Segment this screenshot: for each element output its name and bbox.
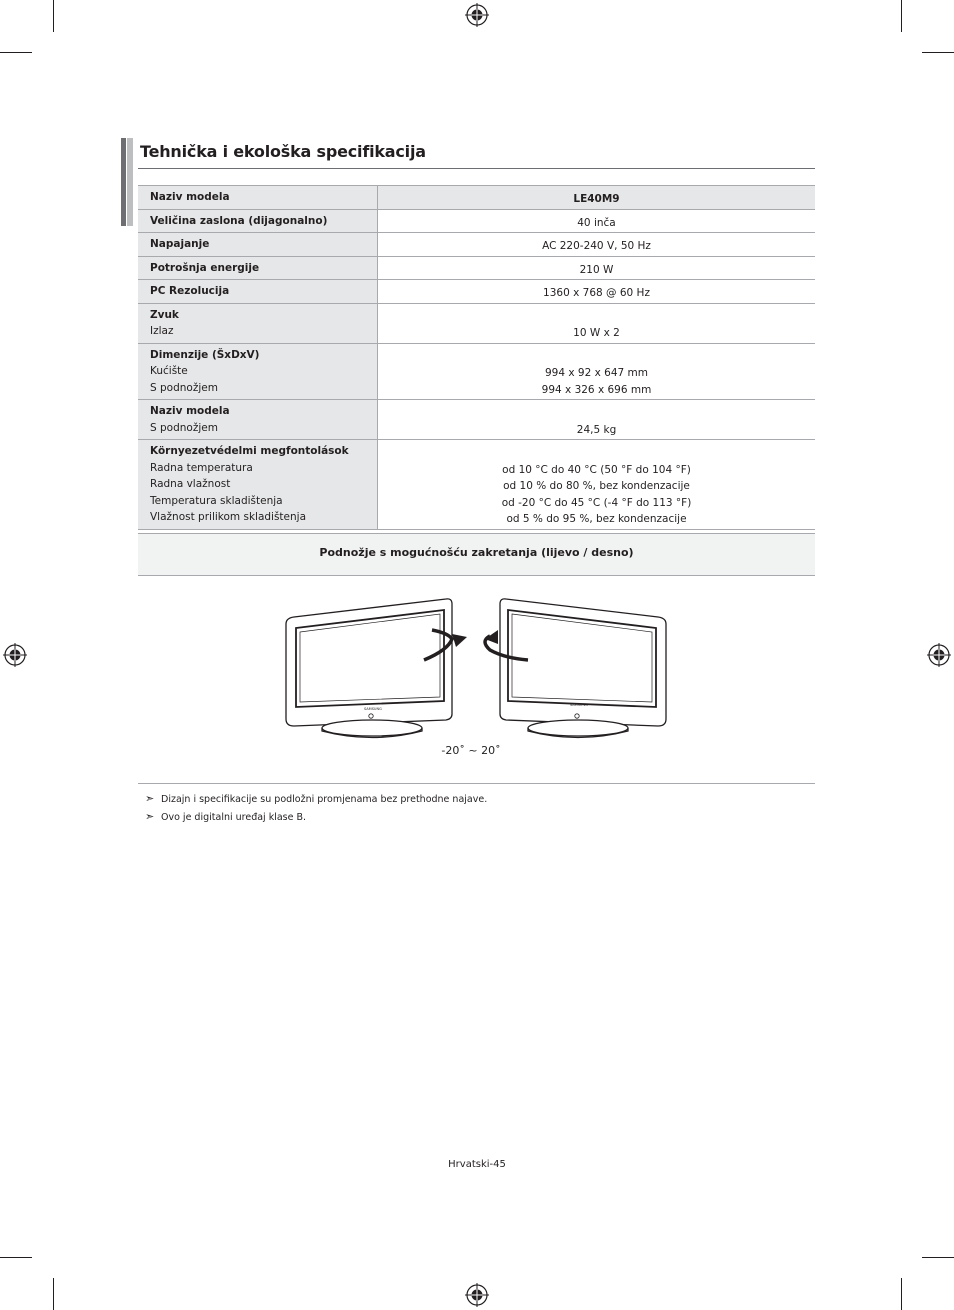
spec-label-cell [138, 440, 378, 530]
crop-mark [0, 52, 32, 53]
note-text: Dizajn i specifikacije su podložni promjenama bez prethodne najave. [161, 794, 488, 805]
registration-mark-icon [3, 643, 27, 667]
spec-row [138, 400, 815, 440]
spec-value: od 10 °C do 40 °C (50 °F do 104 °F) [502, 463, 691, 476]
spec-label-cell [138, 186, 378, 210]
registration-mark-icon [927, 643, 951, 667]
spec-label: Dimenzije (ŠxDxV) [150, 348, 260, 361]
spec-sublabel: Vlažnost prilikom skladištenja [150, 511, 307, 523]
spec-row [138, 280, 815, 304]
stand-section-header [138, 533, 815, 576]
note-text: Ovo je digitalni uređaj klase B. [161, 812, 307, 823]
spec-value: LE40M9 [573, 193, 620, 205]
spec-value-cell [378, 209, 816, 233]
spec-label: Naziv modela [150, 405, 230, 417]
crop-mark [922, 1257, 954, 1258]
spec-label-cell [138, 280, 378, 304]
spec-table [138, 185, 815, 530]
tv-left [286, 599, 452, 738]
spec-value-cell [378, 280, 816, 304]
spec-sublabel: Radna temperatura [150, 461, 253, 474]
spec-label: Zvuk [150, 308, 179, 321]
spec-label: Naziv modela [150, 191, 230, 203]
brand-mark: SAMSUNG [570, 703, 588, 707]
spec-row [138, 440, 815, 530]
spec-row [138, 256, 815, 280]
notes-divider [138, 783, 815, 784]
spec-value: 994 x 92 x 647 mm [544, 367, 649, 379]
spec-row [138, 209, 815, 233]
registration-mark-icon [465, 3, 489, 27]
spec-label: Veličina zaslona (dijagonalno) [150, 214, 328, 227]
title-divider [138, 168, 815, 169]
crop-mark [901, 1278, 902, 1310]
arrow-pointer-icon: ➣ [145, 792, 155, 805]
page-title: Tehnička i ekološka specifikacija [140, 142, 426, 161]
crop-mark [53, 0, 54, 32]
spec-label: PC Rezolucija [150, 285, 230, 297]
spec-sublabel: S podnožjem [150, 421, 218, 434]
spec-label: Potrošnja energije [150, 261, 260, 274]
spec-row [138, 303, 815, 343]
spec-value: 10 W x 2 [573, 327, 620, 339]
spec-value: od -20 °C do 45 °C (-4 °F do 113 °F) [501, 496, 692, 509]
brand-mark: SAMSUNG [364, 707, 382, 711]
spec-label: Napajanje [150, 238, 210, 250]
spec-value: 994 x 326 x 696 mm [541, 383, 652, 396]
spec-value: 210 W [579, 263, 614, 276]
spec-row [138, 343, 815, 400]
spec-value-cell [378, 400, 816, 440]
spec-label-cell [138, 256, 378, 280]
stand-section-title: Podnožje s mogućnošću zakretanja (lijevo / desno) [319, 546, 634, 559]
crop-mark [0, 1257, 32, 1258]
spec-sublabel: Izlaz [150, 325, 174, 337]
spec-sublabel: S podnožjem [150, 381, 218, 394]
crop-mark [53, 1278, 54, 1310]
arrow-pointer-icon: ➣ [145, 810, 155, 823]
crop-mark [901, 0, 902, 32]
spec-value-cell [378, 186, 816, 210]
spec-label: Környezetvédelmi megfontolások [150, 445, 349, 457]
note-item [145, 810, 306, 823]
spec-row [138, 233, 815, 257]
spec-label-cell [138, 209, 378, 233]
spec-label-cell [138, 233, 378, 257]
section-side-bar [121, 138, 126, 226]
spec-sublabel: Temperatura skladištenja [150, 494, 283, 507]
spec-sublabel: Radna vlažnost [150, 478, 231, 490]
arrowhead-icon [452, 634, 467, 647]
spec-value: AC 220-240 V, 50 Hz [542, 240, 651, 252]
registration-mark-icon [465, 1283, 489, 1307]
swivel-angle-label: -20˚ ~ 20˚ [441, 744, 501, 757]
spec-value-cell [378, 233, 816, 257]
spec-value: od 10 % do 80 %, bez kondenzacije [503, 480, 690, 492]
spec-label-cell [138, 303, 378, 343]
page-footer: Hrvatski-45 [448, 1159, 506, 1170]
spec-value: 40 inča [577, 216, 616, 229]
section-side-bar [127, 138, 133, 226]
spec-label-cell [138, 400, 378, 440]
spec-value: 24,5 kg [576, 423, 617, 436]
spec-row [138, 186, 815, 210]
swivel-stand-illustration [280, 594, 680, 744]
crop-mark [922, 52, 954, 53]
spec-table-body [138, 186, 815, 530]
spec-value-cell [378, 256, 816, 280]
spec-value: od 5 % do 95 %, bez kondenzacije [506, 513, 687, 525]
spec-sublabel: Kućište [150, 365, 188, 377]
spec-value-cell [378, 440, 816, 530]
note-item [145, 792, 487, 805]
spec-value-cell [378, 343, 816, 400]
spec-value-cell [378, 303, 816, 343]
tv-right [500, 599, 666, 738]
spec-value: 1360 x 768 @ 60 Hz [543, 287, 650, 299]
spec-label-cell [138, 343, 378, 400]
